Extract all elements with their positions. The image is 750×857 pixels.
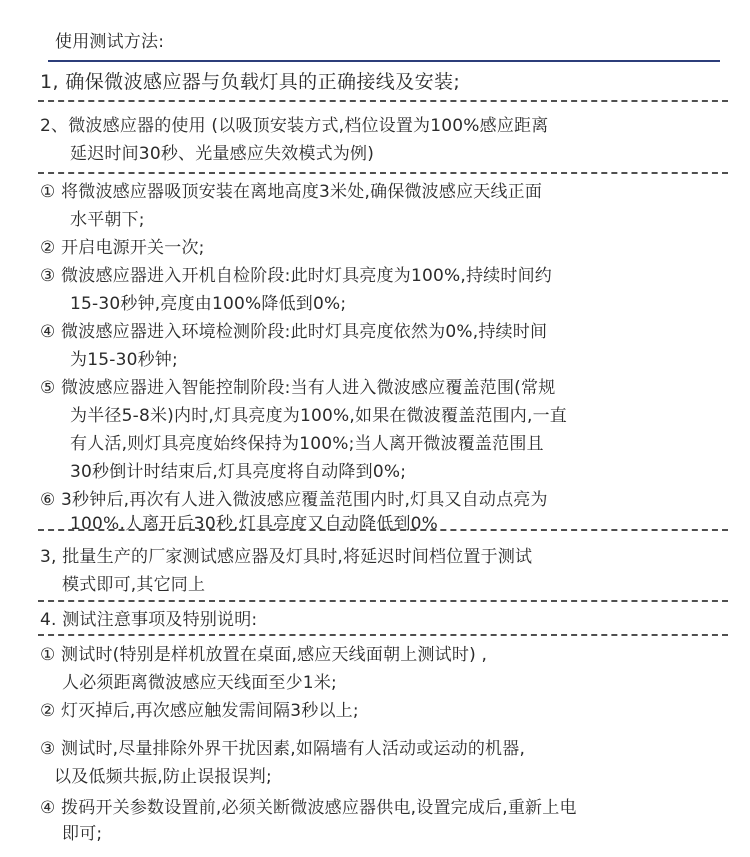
section-3-line-1: 3, 批量生产的厂家测试感应器及灯具时,将延迟时间档位置于测试 <box>40 547 533 567</box>
step-2-line-1: ② 开启电源开关一次; <box>40 238 205 258</box>
section-2-line-1: 2、微波感应器的使用 (以吸顶安装方式,档位设置为100%感应距离 <box>40 116 549 136</box>
step-5-line-4: 30秒倒计时结束后,灯具亮度将自动降到0%; <box>70 462 407 482</box>
section-1-line-1: 1, 确保微波感应器与负载灯具的正确接线及安装; <box>40 71 461 93</box>
note-1-line-2: 人必须距离微波感应天线面至少1米; <box>62 673 337 693</box>
step-3-line-1: ③ 微波感应器进入开机自检阶段:此时灯具亮度为100%,持续时间约 <box>40 266 552 286</box>
title-underline <box>48 60 720 62</box>
divider <box>38 529 728 531</box>
note-3-line-1: ③ 测试时,尽量排除外界干扰因素,如隔墙有人活动或运动的机器, <box>40 739 526 759</box>
step-4-line-1: ④ 微波感应器进入环境检测阶段:此时灯具亮度依然为0%,持续时间 <box>40 322 548 342</box>
note-4-line-2: 即可; <box>62 824 103 844</box>
divider <box>38 634 728 636</box>
section-3-line-2: 模式即可,其它同上 <box>62 575 206 595</box>
step-6-line-1: ⑥ 3秒钟后,再次有人进入微波感应覆盖范围内时,灯具又自动点亮为 <box>40 490 548 510</box>
step-1-line-1: ① 将微波感应器吸顶安装在离地高度3米处,确保微波感应天线正面 <box>40 182 543 202</box>
document-title: 使用测试方法: <box>55 32 165 52</box>
divider <box>38 100 728 102</box>
note-1-line-1: ① 测试时(特别是样机放置在桌面,感应天线面朝上测试时) , <box>40 645 488 665</box>
step-3-line-2: 15-30秒钟,亮度由100%降低到0%; <box>70 294 347 314</box>
divider <box>38 600 728 602</box>
note-2-line-1: ② 灯灭掉后,再次感应触发需间隔3秒以上; <box>40 701 359 721</box>
section-4-heading: 4. 测试注意事项及特别说明: <box>40 610 258 630</box>
note-4-line-1: ④ 拨码开关参数设置前,必须关断微波感应器供电,设置完成后,重新上电 <box>40 798 577 818</box>
divider <box>38 172 728 174</box>
step-5-line-3: 有人活,则灯具亮度始终保持为100%;当人离开微波覆盖范围且 <box>70 434 544 454</box>
step-1-line-2: 水平朝下; <box>70 210 145 230</box>
step-5-line-2: 为半径5-8米)内时,灯具亮度为100%,如果在微波覆盖范围内,一直 <box>70 406 568 426</box>
section-2-line-2: 延迟时间30秒、光量感应失效模式为例) <box>70 144 375 164</box>
step-5-line-1: ⑤ 微波感应器进入智能控制阶段:当有人进入微波感应覆盖范围(常规 <box>40 378 556 398</box>
step-6-line-2: 100%,人离开后30秒,灯具亮度又自动降低到0% <box>70 514 439 534</box>
note-3-line-2: 以及低频共振,防止误报误判; <box>54 767 272 787</box>
step-4-line-2: 为15-30秒钟; <box>70 350 178 370</box>
